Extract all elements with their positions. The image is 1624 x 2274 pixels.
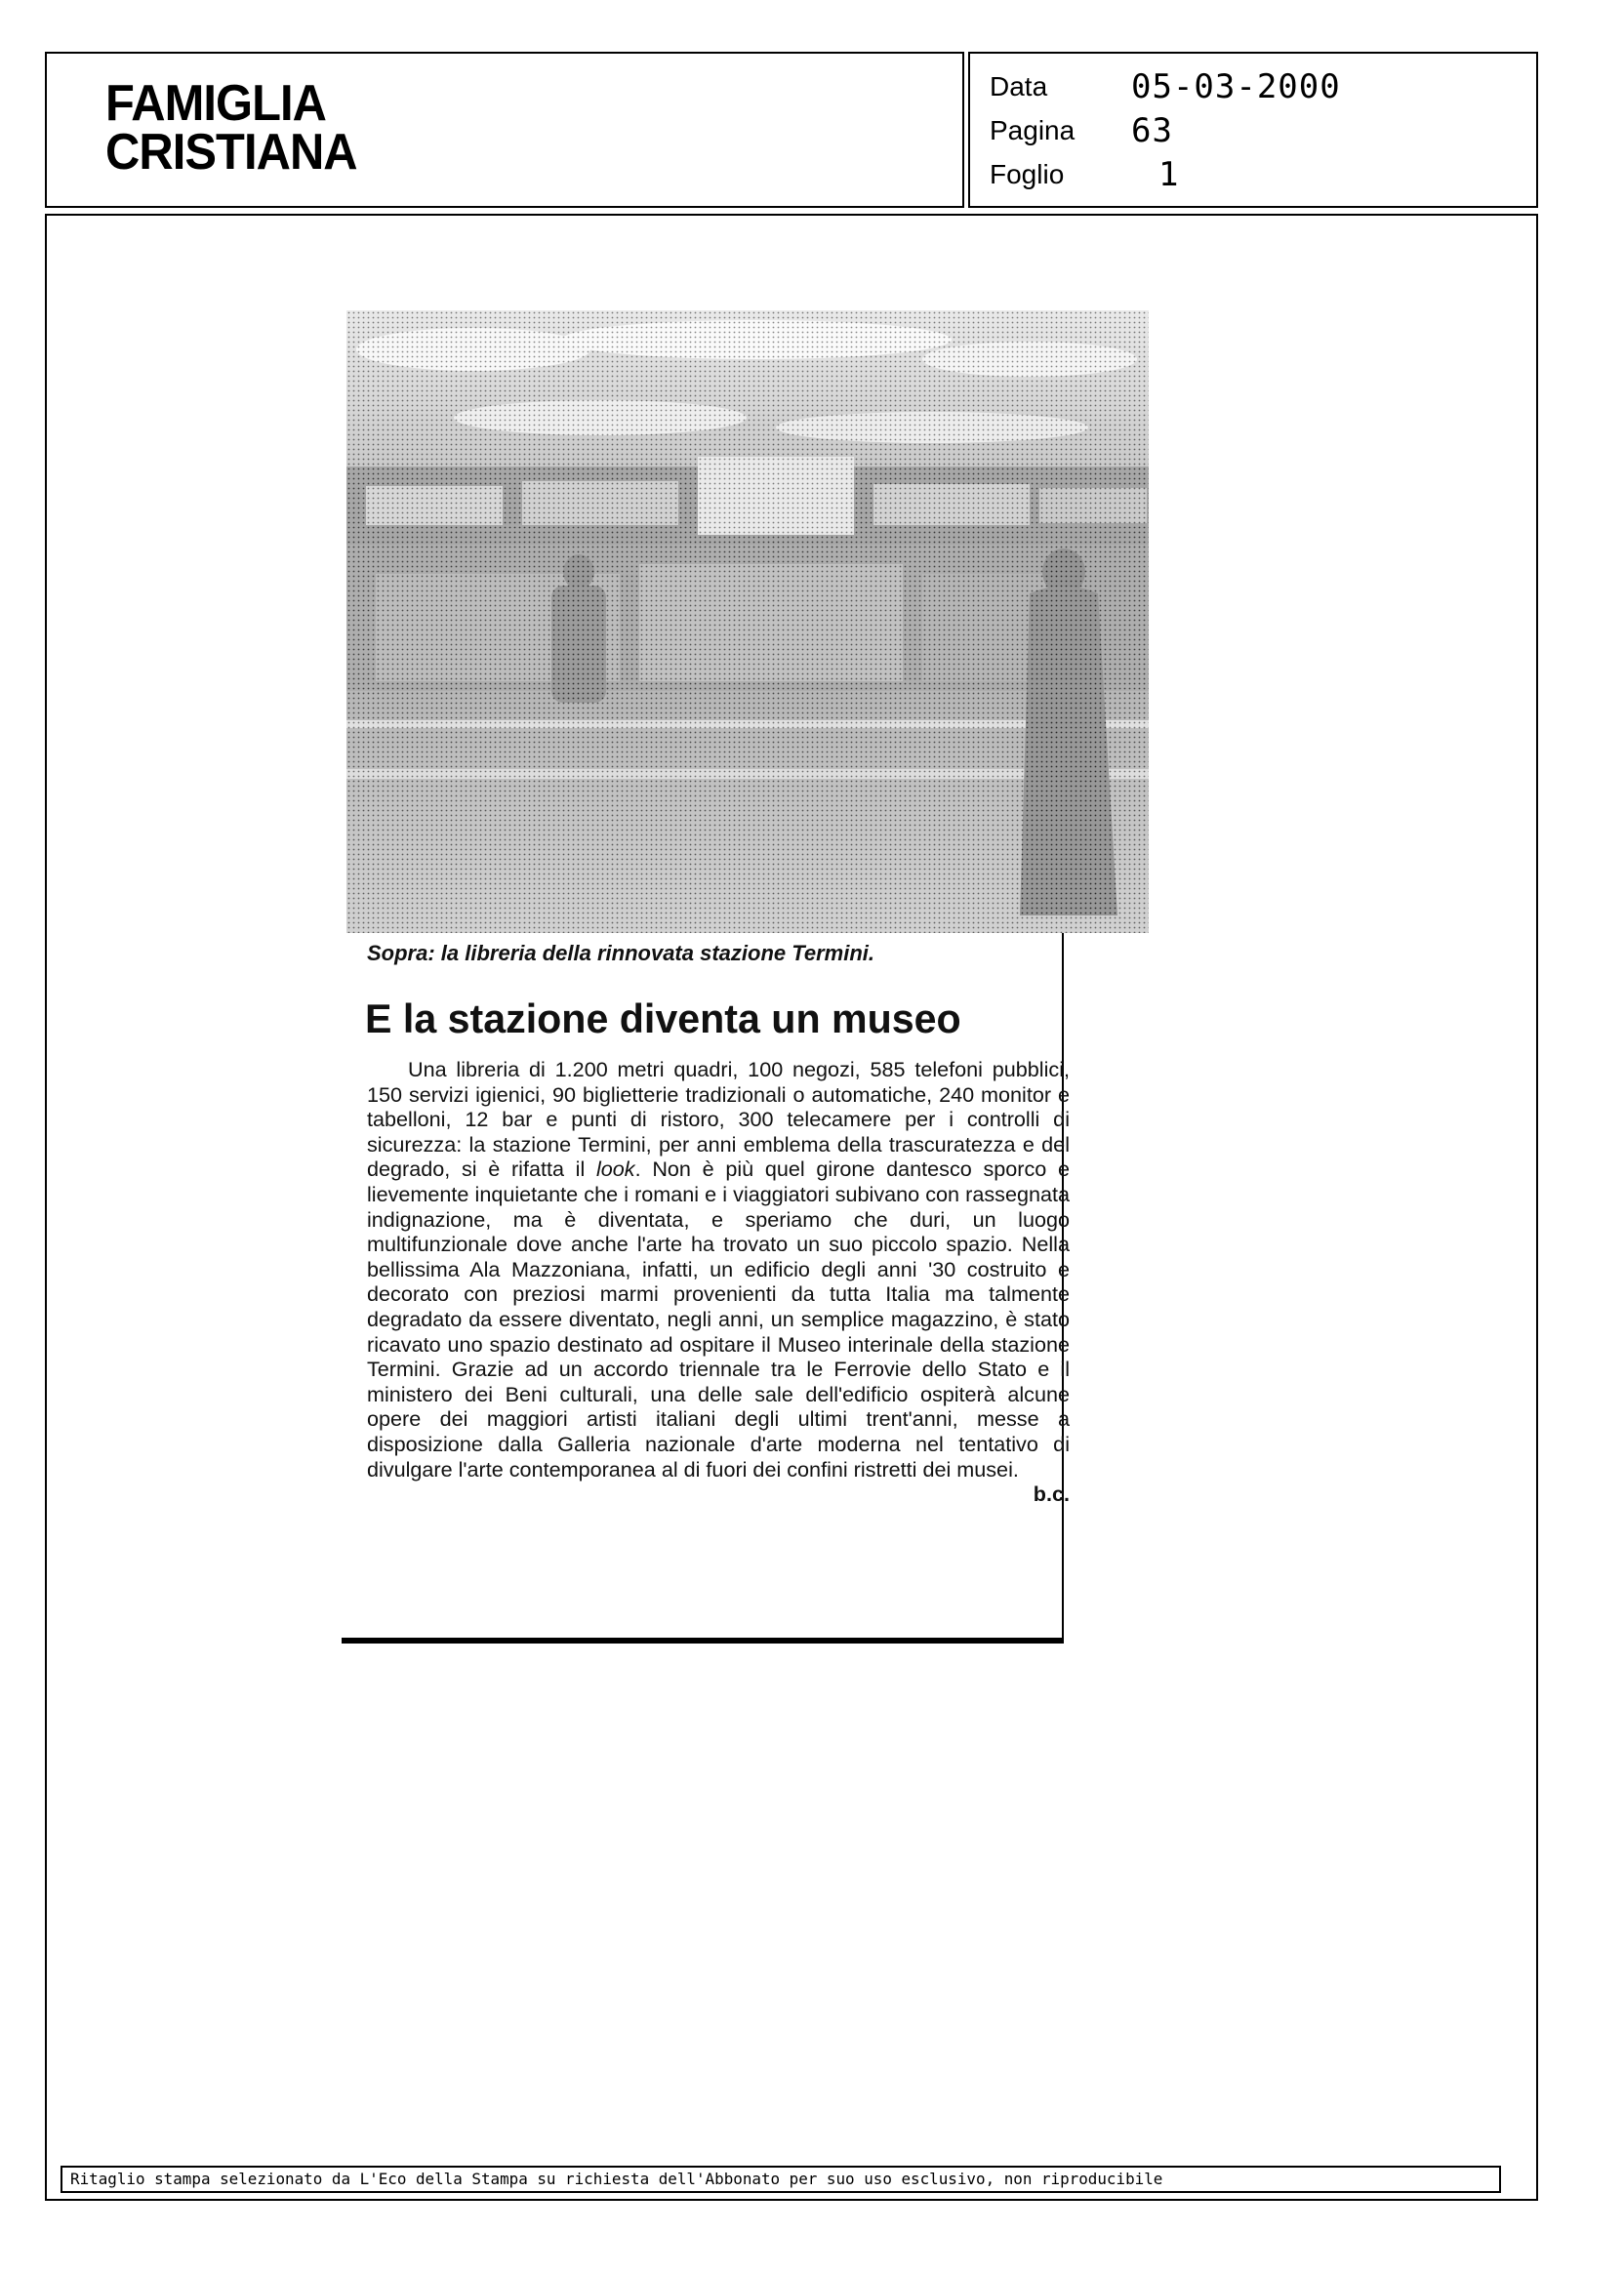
- article-headline: E la stazione diventa un museo: [365, 995, 961, 1041]
- article-body-part-1: Una libreria di 1.200 metri quadri, 100 negozi, 585 telefoni pubblici, 150 servizi igienici, 90 biglietterie tradizionali o automatiche, 240 monitor e tabelloni, 12 bar e punti di ristoro, 300 telecamere per i controlli di sicurezza: la stazione Termini, per anni emblema della trascuratezza e del degrado, si è rifatta il: [367, 1057, 1070, 1182]
- article-body-emphasis: look: [595, 1157, 635, 1182]
- masthead-line-2: CRISTIANA: [105, 124, 357, 181]
- article-body-part-2: . Non è più quel girone dantesco sporco e lievemente inquietante che i romani e i viaggiatori subivano con rassegnata indignazione, ma è diventata, e speriamo che duri, un luogo multifunzionale dove anche l'arte ha trovato un suo piccolo spazio. Nella bellissima Ala Mazzoniana, infatti, un edificio degli anni '30 costruito e decorato con preziosi marmi provenienti da tutta Italia ma talmente degradato da essere diventato, negli anni, un semplice magazzino, è stato ricavato uno spazio destinato ad ospitare il Museo interinale della stazione Termini. Grazie ad un accordo triennale tra le Ferrovie dello Stato e il ministero dei Beni culturali, una delle sale dell'edificio ospiterà alcune opere dei maggiori artisti italiani degli ultimi trent'anni, messe a disposizione dalla Galleria nazionale d'arte moderna nel tentativo di divulgare l'arte contemporanea al di fuori dei confini ristretti dei musei.: [367, 1157, 1071, 1482]
- pagina-label: Pagina: [990, 115, 1076, 145]
- photo-caption: Sopra: la libreria della rinnovata stazione Termini.: [367, 941, 874, 965]
- foglio-value: 1: [1158, 155, 1180, 194]
- newspaper-masthead: [105, 75, 357, 181]
- clipping-footer-note: Ritaglio stampa selezionato da L'Eco della Stampa su richiesta dell'Abbonato per suo uso esclusivo, non riproducibile: [61, 2166, 1501, 2193]
- meta-row-data: [990, 65, 1341, 108]
- foglio-label: Foglio: [990, 159, 1065, 189]
- article-body: [367, 1057, 1070, 1507]
- article-byline: b.c.: [1033, 1482, 1070, 1507]
- meta-row-foglio: [990, 153, 1179, 196]
- article-bottom-rule: [342, 1638, 1064, 1644]
- masthead-line-1: FAMIGLIA: [105, 75, 326, 132]
- data-label: Data: [990, 71, 1048, 102]
- pagina-value: 63: [1131, 111, 1173, 150]
- bookstore-photo: [346, 310, 1149, 933]
- meta-row-pagina: [990, 109, 1173, 152]
- data-value: 05-03-2000: [1131, 67, 1341, 106]
- bookstore-photo-image: [346, 310, 1149, 933]
- clipping-meta-box: [968, 52, 1538, 208]
- masthead-box: [45, 52, 964, 208]
